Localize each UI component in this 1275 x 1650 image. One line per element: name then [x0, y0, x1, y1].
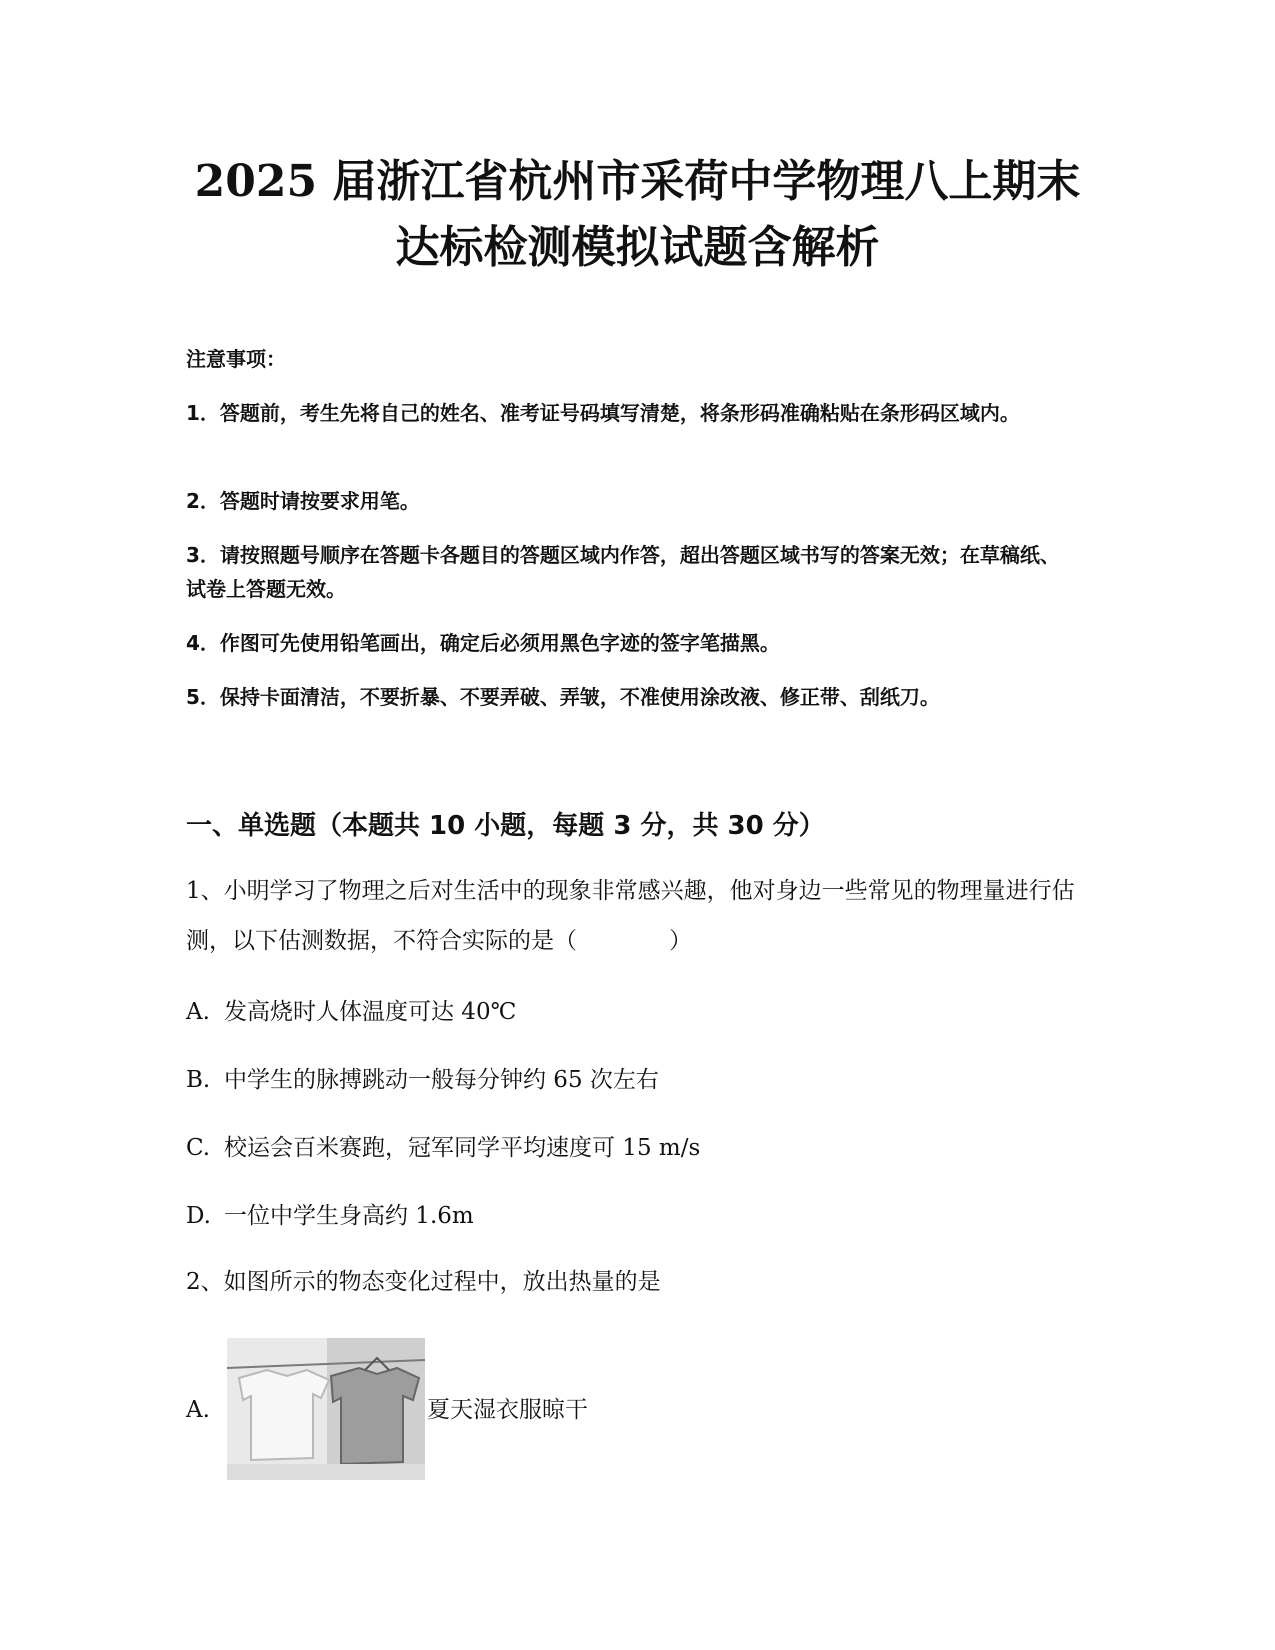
notice-item-2: 2．答题时请按要求用笔。 — [186, 489, 420, 513]
section-heading-single-choice: 一、单选题（本题共 10 小题，每题 3 分，共 30 分） — [186, 811, 825, 841]
option-letter: C. — [186, 1135, 211, 1161]
question-1-option-a — [186, 994, 516, 1030]
notice-heading: 注意事项： — [186, 347, 286, 371]
option-text: 一位中学生身高约 1.6m — [224, 1203, 474, 1229]
question-1-option-d — [186, 1198, 474, 1234]
question-2-option-a-letter: A. — [186, 1397, 210, 1423]
clothes-drying-photo — [227, 1338, 425, 1480]
question-2-option-a-caption: 夏天湿衣服晾干 — [427, 1397, 588, 1423]
option-text: 校运会百米赛跑，冠军同学平均速度可 15 m/s — [224, 1135, 701, 1161]
notice-item-3: 3．请按照题号顺序在答题卡各题目的答题区域内作答，超出答题区域书写的答案无效；在草稿纸、试卷上答题无效。 — [186, 543, 1060, 601]
document-title-line-2: 达标检测模拟试题含解析 — [395, 222, 880, 273]
question-1-option-c — [186, 1130, 700, 1166]
option-letter: B. — [186, 1067, 211, 1093]
question-2-stem: 2、如图所示的物态变化过程中，放出热量的是 — [186, 1269, 661, 1295]
option-text: 发高烧时人体温度可达 40℃ — [224, 999, 517, 1025]
notice-item-4: 4．作图可先使用铅笔画出，确定后必须用黑色字迹的签字笔描黑。 — [186, 631, 780, 655]
question-1-stem: 1、小明学习了物理之后对生活中的现象非常感兴趣，他对身边一些常见的物理量进行估测，以下估测数据，不符合实际的是（ ） — [186, 878, 1075, 954]
notice-item-1: 1．答题前，考生先将自己的姓名、准考证号码填写清楚，将条形码准确粘贴在条形码区域内。 — [186, 401, 1020, 425]
option-text: 中学生的脉搏跳动一般每分钟约 65 次左右 — [224, 1067, 659, 1093]
question-1-option-b — [186, 1062, 659, 1098]
option-letter: A. — [186, 999, 210, 1025]
document-title-line-1: 2025 届浙江省杭州市采荷中学物理八上期末 — [194, 156, 1081, 207]
notice-item-5: 5．保持卡面清洁，不要折暴、不要弄破、弄皱，不准使用涂改液、修正带、刮纸刀。 — [186, 685, 940, 709]
clothes-drying-illustration — [227, 1338, 425, 1480]
option-letter: D. — [186, 1203, 211, 1229]
